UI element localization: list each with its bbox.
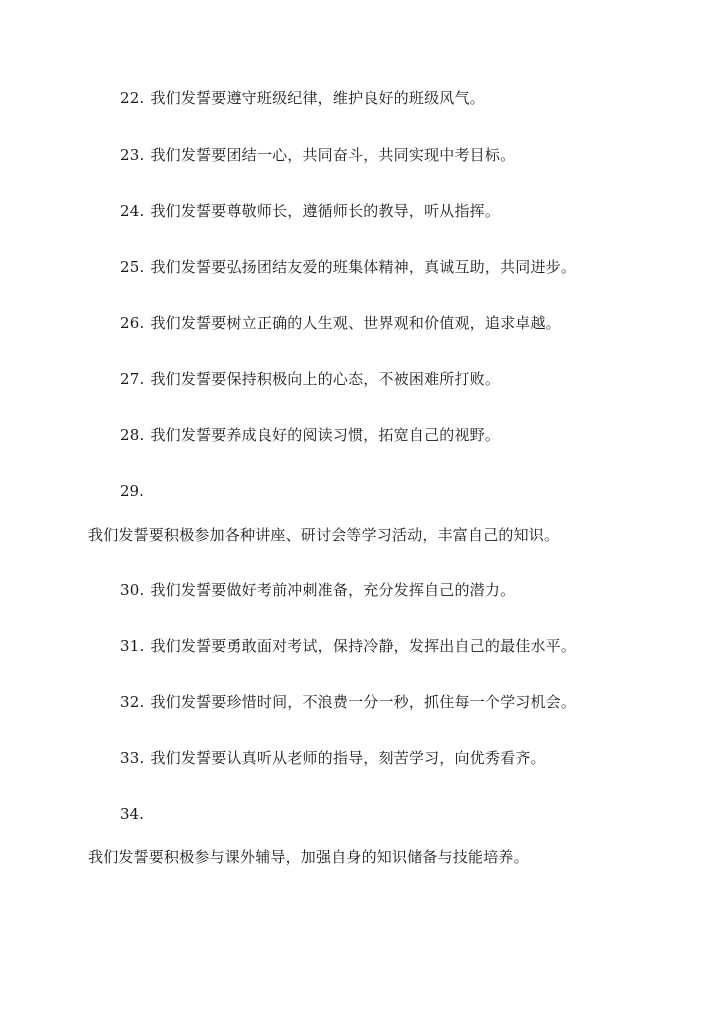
list-item (120, 145, 515, 165)
item-text: 我们发誓要弘扬团结友爱的班集体精神，真诚互助，共同进步。 (150, 258, 577, 276)
item-number: 24. (120, 202, 145, 220)
item-number: 30. (120, 581, 145, 599)
item-text: 我们发誓要积极参与课外辅导，加强自身的知识储备与技能培养。 (88, 848, 529, 866)
item-number: 29. (120, 482, 144, 500)
list-item (120, 313, 561, 333)
list-item (120, 369, 500, 389)
item-text: 我们发誓要保持积极向上的心态，不被困难所打败。 (150, 370, 501, 388)
item-text: 我们发誓要养成良好的阅读习惯，拓宽自己的视野。 (150, 426, 501, 444)
item-number: 22. (120, 89, 145, 107)
item-number: 33. (120, 749, 145, 767)
list-item (120, 201, 500, 221)
item-text: 我们发誓要树立正确的人生观、世界观和价值观，追求卓越。 (150, 314, 561, 332)
item-text: 我们发誓要积极参加各种讲座、研讨会等学习活动，丰富自己的知识。 (88, 526, 560, 544)
list-item (120, 636, 576, 656)
item-text: 我们发誓要尊敬师长，遵循师长的教导，听从指挥。 (150, 202, 501, 220)
item-text: 我们发誓要遵守班级纪律，维护良好的班级风气。 (150, 89, 485, 107)
item-number: 32. (120, 693, 145, 711)
item-text: 我们发誓要珍惜时间，不浪费一分一秒，抓住每一个学习机会。 (150, 693, 577, 711)
list-item (120, 257, 576, 277)
item-text: 我们发誓要做好考前冲刺准备，充分发挥自己的潜力。 (150, 581, 516, 599)
list-item (120, 88, 485, 108)
list-item (120, 580, 515, 600)
list-item (120, 692, 576, 712)
item-number: 23. (120, 146, 145, 164)
list-item (120, 425, 500, 445)
item-number: 27. (120, 370, 145, 388)
item-number: 26. (120, 314, 145, 332)
item-number: 31. (120, 637, 145, 655)
item-text: 我们发誓要认真听从老师的指导，刻苦学习，向优秀看齐。 (150, 749, 546, 767)
item-number: 34. (120, 805, 144, 823)
item-text: 我们发誓要勇敢面对考试，保持冷静，发挥出自己的最佳水平。 (150, 637, 577, 655)
item-number: 28. (120, 426, 145, 444)
item-text: 我们发誓要团结一心，共同奋斗，共同实现中考目标。 (150, 146, 516, 164)
item-number: 25. (120, 258, 145, 276)
list-item (120, 748, 546, 768)
